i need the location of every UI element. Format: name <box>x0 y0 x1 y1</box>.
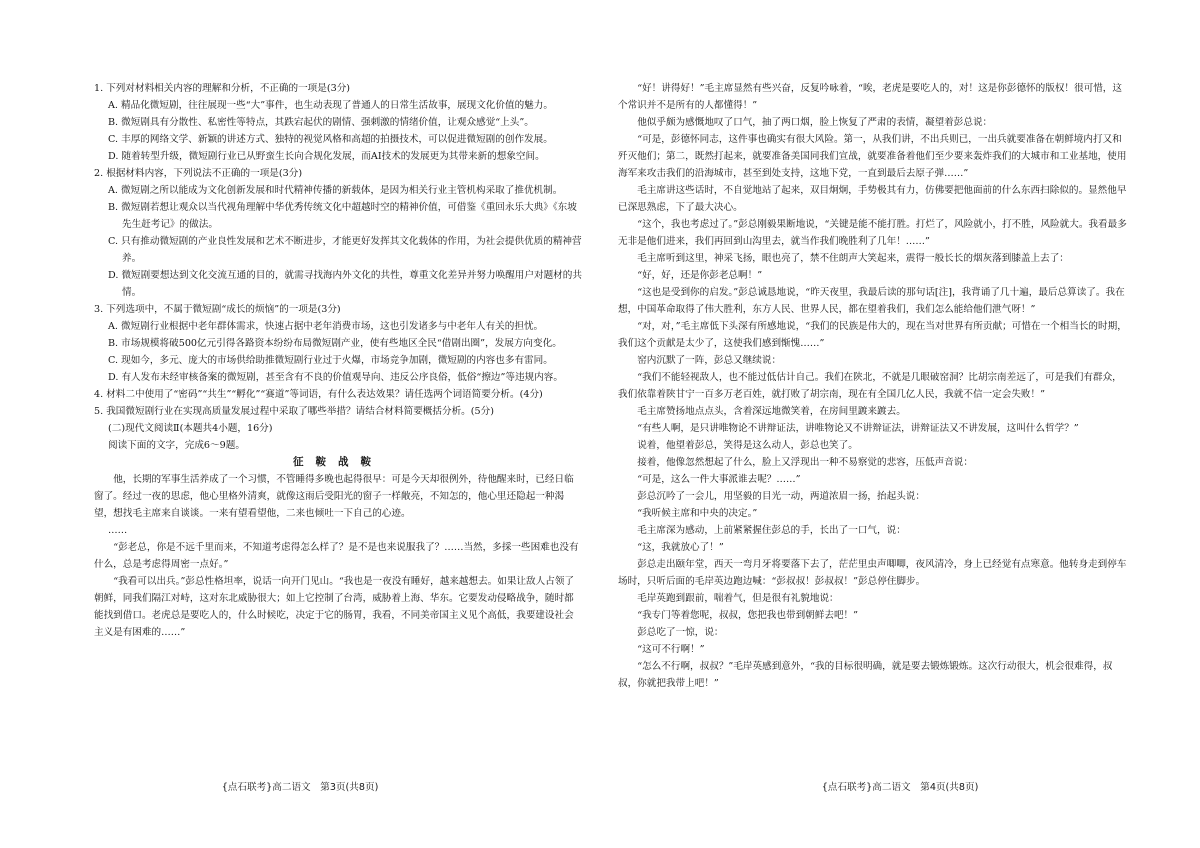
question-1-option-a: A. 精品化微短剧，往往展现一些“大”事件，也生动表现了普通人的日常生活故事，展现文化价值的魅力。 <box>108 100 553 111</box>
story-paragraph: “这也是受到你的启发。”彭总诚恳地说，“昨天夜里，我最后读的那句话[注]，我背诵了几十遍，最后总算读了。我在想，中国革命取得了伟大胜利，东方人民、世界人民，都在望着我们，我们怎么能给他们泄气呀！” <box>618 287 1125 315</box>
story-paragraph: “怎么不行啊，叔叔？”毛岸英感到意外，“我的目标很明确，就是要去锻炼锻炼。这次行动很大，机会很难得，叔叔，你就把我带上吧！” <box>618 661 1113 689</box>
question-1: 1. 下列对材料相关内容的理解和分析，不正确的一项是(3分) <box>94 83 351 94</box>
right-column <box>618 80 1130 692</box>
story-paragraph: 毛主席听到这里，神采飞扬，眼也亮了，禁不住朗声大笑起来，震得一般长长的烟灰落到膝盖上去了： <box>637 253 1069 264</box>
question-2-option-b: B. 微短剧若想让观众以当代视角理解中华优秀传统文化中超越时空的精神价值，可借鉴《重回永乐大典》《东坡先生赶考记》的做法。 <box>108 202 577 230</box>
question-4: 4. 材料二中使用了“密码”“共生”“孵化”“赛道”等词语，有什么表达效果？请任选两个词语简要分析。(4分) <box>94 389 543 400</box>
story-paragraph: 毛主席赞扬地点点头，含着深远地微笑着，在房间里踱来踱去。 <box>637 406 906 417</box>
story-paragraph: “好！讲得好！”毛主席显然有些兴奋，反复吟咏着，“唉，老虎是要吃人的，对！这是你彭德怀的版权！很可惜，这个常识并不是所有的人都懂得！” <box>618 83 1122 111</box>
story-paragraph: 他似乎颇为感慨地叹了口气，抽了两口烟，脸上恢复了严肃的表情，凝望着彭总说： <box>637 117 993 128</box>
question-5: 5. 我国微短剧行业在实现高质量发展过程中采取了哪些举措？请结合材料简要概括分析。(5分) <box>94 406 494 417</box>
reading-instruction: 阅读下面的文字，完成6～9题。 <box>108 440 245 451</box>
story-paragraph: “我看可以出兵。”彭总性格坦率，说话一向开门见山。“我也是一夜没有睡好，越来越想去。如果让敌人占领了朝鲜，同我们隔江对峙，这对东北威胁很大；如上它控制了台湾，威胁着上海、华东。它要发动侵略战争，随时都能找到借口。老虎总是要吃人的，什么时候吃，决定于它的肠胃，我看，不同美帝国主义见个高低，我要建设社会主义是有困难的……” <box>94 576 575 638</box>
question-2-option-d: D. 微短剧要想达到文化交流互通的目的，就需寻找海内外文化的共性，尊重文化差异并努力唤醒用户对题材的共情。 <box>108 270 582 298</box>
question-2-option-c: C. 只有推动微短剧的产业良性发展和艺术不断进步，才能更好发挥其文化载体的作用，为社会提供优质的精神营养。 <box>108 236 582 264</box>
question-3-option-d: D. 有人发布未经审核备案的微短剧，甚至含有不良的价值观导向、违反公序良俗，低俗“擦边”等违规内容。 <box>108 372 563 383</box>
question-2-option-a: A. 微短剧之所以能成为文化创新发展和时代精神传播的新载体，是因为相关行业主管机构采取了推优机制。 <box>108 185 563 196</box>
story-paragraph: 毛主席深为感动，上前紧紧握住彭总的手，长出了一口气，说： <box>637 525 906 536</box>
right-page-footer: {点石联考}高二语文 第4页(共8页) <box>821 782 979 793</box>
story-paragraph: “好，好，还是你彭老总啊！” <box>637 270 763 281</box>
story-paragraph: “这，我就放心了！” <box>637 542 724 553</box>
story-paragraph: 毛岸英跑到跟前，喘着气，但是很有礼貌地说： <box>637 593 839 604</box>
question-3: 3. 下列选项中，不属于微短剧“成长的烦恼”的一项是(3分) <box>94 304 341 315</box>
story-paragraph: 接着，他像忽然想起了什么，脸上又浮现出一种不易察觉的悲容，压低声音说： <box>637 457 973 468</box>
question-1-option-c: C. 丰厚的网络文学、新颖的讲述方式、独特的视觉风格和高超的拍摄技术，可以促进微短剧的创作发展。 <box>108 134 553 145</box>
story-paragraph: “可是，彭德怀同志，这件事也确实有很大风险。第一，从我们讲，不出兵则已，一出兵就要准备在朝鲜境内打又和歼灭他们；第二，既然打起来，就要准备美国同我们宣战，就要准备着他们至少要来轰炸我们的大城市和工业基地，使用海军来攻击我们的沿海城市，甚至到处支持，这地下党，一直到最后去原子弹……” <box>618 134 1127 179</box>
story-paragraph: 毛主席讲这些话时，不自觉地站了起来，双目炯炯，手势极其有力，仿佛要把他面前的什么东西扫除似的。显然他早已深思熟虑，下了最大决心。 <box>618 185 1127 213</box>
story-paragraph: “我专门等着您呢，叔叔，您把我也带到朝鲜去吧！” <box>637 610 859 621</box>
story-paragraph: “可是，这么一件大事派谁去呢？……” <box>637 474 801 485</box>
question-1-option-b: B. 微短剧具有分散性、私密性等特点，其跌宕起伏的剧情、强刺激的情绪价值，让观众感觉“上头”。 <box>108 117 534 128</box>
story-paragraph: 彭总吃了一惊，说： <box>637 627 724 638</box>
story-paragraph: 彭总走出颐年堂，西天一弯月牙将要落下去了，茫茫里虫声唧唧，夜风清冷，身上已经觉有点寒意。他转身走到停车场时，只听后面的毛岸英边跑边喊：“彭叔叔！彭叔叔！”彭总停住脚步。 <box>618 559 1127 587</box>
section-heading: (二)现代文阅读Ⅱ(本题共4小题，16分) <box>108 423 273 434</box>
right-page <box>600 0 1200 848</box>
left-column <box>94 80 582 641</box>
story-paragraph: 说着，他望着彭总，笑得是这么动人，彭总也笑了。 <box>637 440 858 451</box>
question-3-option-a: A. 微短剧行业根据中老年群体需求，快速占据中老年消费市场，这也引发诸多与中老年人有关的担忧。 <box>108 321 544 332</box>
story-ellipsis: …… <box>108 525 128 536</box>
story-paragraph: “有些人啊，是只讲唯物论不讲辩证法，讲唯物论又不讲辩证法，讲辩证法又不讲发展，这叫什么哲学？” <box>637 423 1079 434</box>
story-title: 征鞍战鞍 <box>293 456 383 468</box>
story-paragraph: 他，长期的军事生活养成了一个习惯，不管睡得多晚也起得很早：可是今天却很例外，待他醒来时，已经日临窗了。经过一夜的思虑，他心里格外清爽，就像这雨后受阳光的窗子一样敞亮，不知怎的，他心里还隐起一种渴望，想找毛主席来自谈谈。一来有望看望他，二来也倾吐一下自己的心迹。 <box>94 474 574 519</box>
story-paragraph: 彭总沉吟了一会儿，用坚毅的目光一动，两道浓眉一扬，抬起头说： <box>637 491 925 502</box>
story-paragraph: “彭老总，你是不远千里而来，不知道考虑得怎么样了？是不是也来说服我了？……当然，多採一些困难也没有什么，总是考虑得周密一点好。” <box>94 542 579 570</box>
question-1-option-d: D. 随着转型升级，微短剧行业已从野蛮生长向合规化发展，而AI技术的发展更为其带来新的想象空间。 <box>108 151 545 162</box>
question-2: 2. 根据材料内容，下列说法不正确的一项是(3分) <box>94 168 303 179</box>
story-paragraph: “我听候主席和中央的决定。” <box>637 508 758 519</box>
question-3-option-c: C. 现如今，多元、庞大的市场供给助推微短剧行业过于火爆，市场竞争加剧，微短剧的内容也多有雷同。 <box>108 355 553 366</box>
story-paragraph: “我们不能轻视敌人，也不能过低估计自己。我们在陕北，不就是几眼破窑洞？比胡宗南差远了，可是我们有群众，我们依靠着陕甘宁一百多万老百姓，就打败了胡宗南，现在有全国几亿人民，我就不信一定会失败！” <box>618 372 1122 400</box>
story-paragraph: 窑内沉默了一阵，彭总又继续说： <box>637 355 782 366</box>
story-paragraph: “对，对，”毛主席低下头深有所感地说，“我们的民族是伟大的，现在当对世界有所贡献；可惜在一个相当长的时期，我们这个贡献是太少了，这使我们感到惭愧……” <box>618 321 1127 349</box>
left-page-footer: {点石联考}高二语文 第3页(共8页) <box>221 782 379 793</box>
story-paragraph: “这可不行啊！” <box>637 644 705 655</box>
story-paragraph: “这个，我也考虑过了。”彭总刚毅果断地说，“关键是能不能打胜。打烂了，风险就小，打不胜，风险就大。我看最多无非是他们进来，我们再回到山沟里去，就当作我们晚胜利了几年！……” <box>618 219 1127 247</box>
question-3-option-b: B. 市场规模将破500亿元引得各路资本纷纷布局微短剧产业，使有些地区全民“借剧出圈”，发展方向变化。 <box>108 338 562 349</box>
